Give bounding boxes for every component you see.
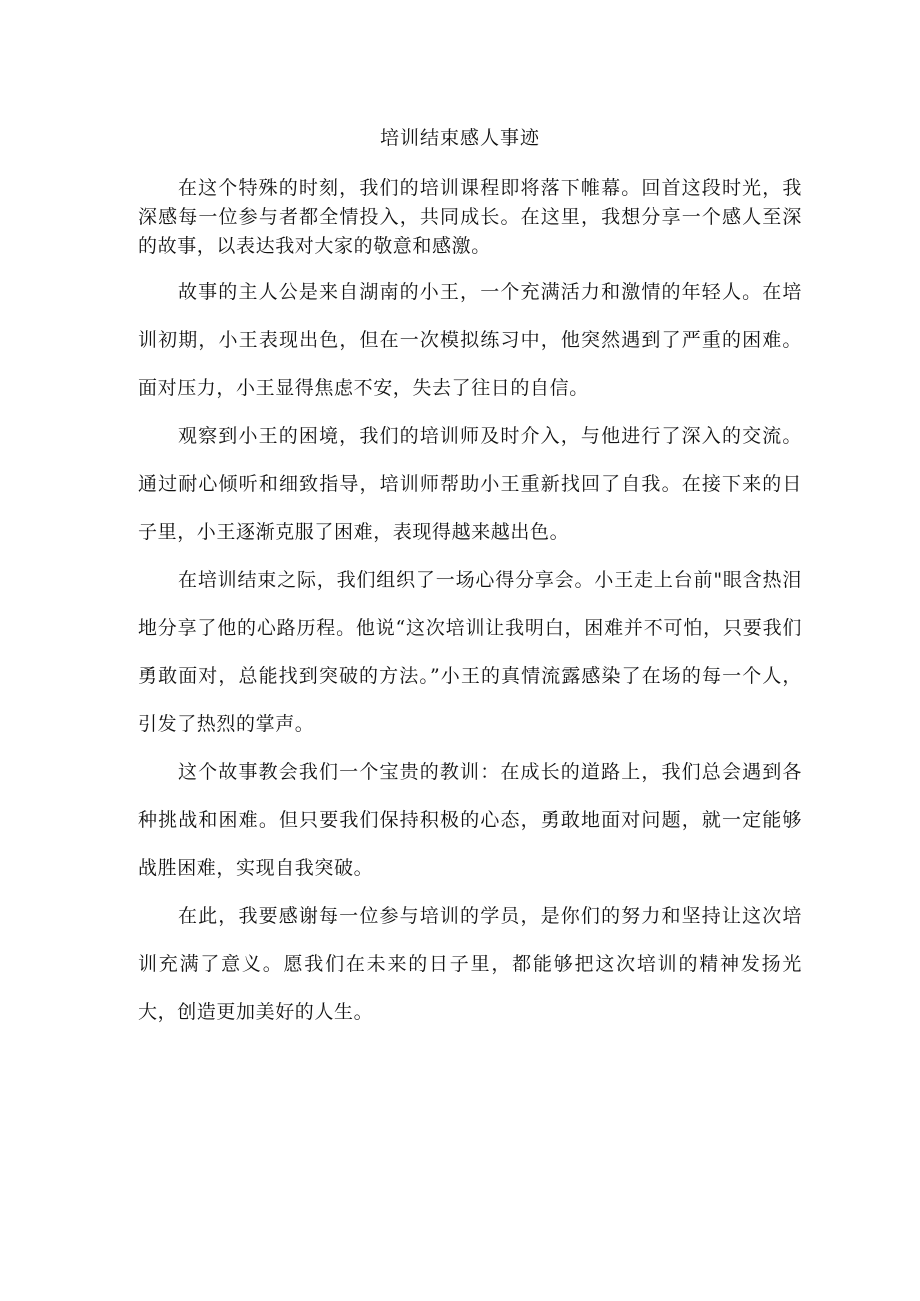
document-title: 培训结束感人事迹: [379, 127, 540, 149]
paragraph-4: 在培训结束之际，我们组织了一场心得分享会。小王走上台前"眼含热泪地分享了他的心路历程。他说“这次培训让我明白，困难并不可怕，只要我们勇敢面对，总能找到突破的方法。”小王的真情流露感染了在场的每一个人，引发了热烈的掌声。: [138, 569, 802, 735]
paragraph-1: 在这个特殊的时刻，我们的培训课程即将落下帷幕。回首这段时光，我深感每一位参与者都全情投入，共同成长。在这里，我想分享一个感人至深的故事，以表达我对大家的敬意和感激。: [138, 177, 802, 257]
paragraph-2: 故事的主人公是来自湖南的小王，一个充满活力和激情的年轻人。在培训初期，小王表现出色，但在一次模拟练习中，他突然遇到了严重的困难。面对压力，小王显得焦虑不安，失去了往日的自信。: [138, 281, 802, 399]
paragraph-6: 在此，我要感谢每一位参与培训的学员，是你们的努力和坚持让这次培训充满了意义。愿我们在未来的日子里，都能够把这次培训的精神发扬光大，创造更加美好的人生。: [138, 905, 802, 1023]
paragraph-3: 观察到小王的困境，我们的培训师及时介入，与他进行了深入的交流。通过耐心倾听和细致指导，培训师帮助小王重新找回了自我。在接下来的日子里，小王逐渐克服了困难，表现得越来越出色。: [138, 425, 802, 543]
paragraph-5: 这个故事教会我们一个宝贵的教训：在成长的道路上，我们总会遇到各种挑战和困难。但只要我们保持积极的心态，勇敢地面对问题，就一定能够战胜困难，实现自我突破。: [138, 761, 802, 879]
